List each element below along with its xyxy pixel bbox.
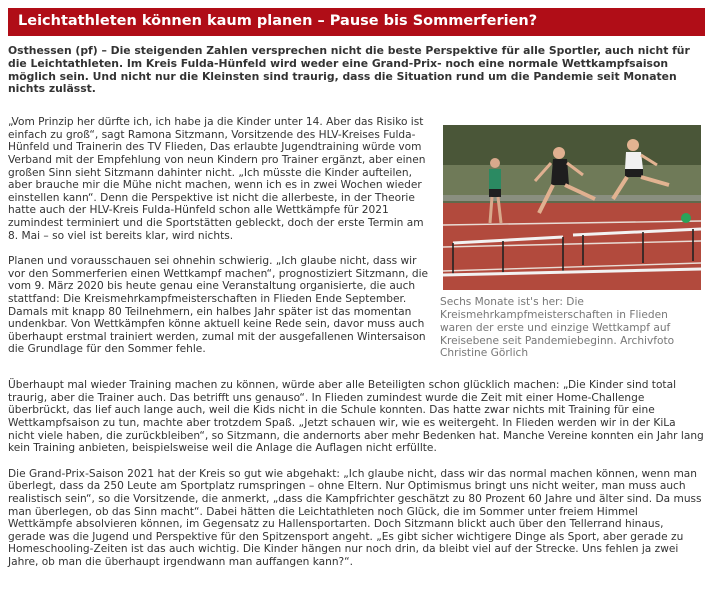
- photo-caption: Sechs Monate ist's her: Die Kreismehrkampfmeisterschaften in Flieden waren der erste und einzige Wettkampf auf Kreisebene seit Pandemiebeginn. Archivfoto Christine Görlich: [440, 296, 675, 360]
- article-lead: Osthessen (pf) – Die steigenden Zahlen versprechen nicht die beste Perspektive für alle Sportler, auch nicht für die Leichtathleten. Im Kreis Fulda-Hünfeld wird weder eine Grand-Prix- noch eine normale Wettkampfsaison möglich sein. Und nicht nur die Kleinsten sind traurig, dass die Situation rund um die Pandemie seit Monaten nichts zulässt.: [8, 44, 690, 96]
- article-paragraph: „Vom Prinzip her dürfte ich, ich habe ja die Kinder unter 14. Aber das Risiko ist einfach zu groß“, sagt Ramona Sitzmann, Vorsitzende des HLV-Kreises Fulda-Hünfeld und Trainerin des TV Flieden, Das erlaubte Jugendtraining würde vom Verband mit der Empfehlung von neun Kindern pro Trainer ergänzt, aber einen großen Sinn sieht Sitzmann dahinter nicht. „Ich müsste die Kinder aufteilen, aber brauche mir die Mühe nicht machen, wenn ich es in zwei Wochen wieder einstellen kann“. Denn die Perspektive ist nicht die allerbeste, in der Theorie hatte auch der HLV-Kreis Fulda-Hünfeld schon alle Wettkämpfe für 2021 zumindest terminiert und die Sportstätten gebleckt, doch der erste Termin am 8. Mai – so viel ist bereits klar, wird nichts.: [8, 116, 426, 242]
- article-headline: Leichtathleten können kaum planen – Pause bis Sommerferien?: [8, 8, 705, 36]
- article-paragraph: Überhaupt mal wieder Training machen zu können, würde aber alle Beteiligten schon glücklich machen: „Die Kinder sind total traurig, aber die Trainer auch. Das betrifft uns genauso“. In Flieden zumindest wurde die Zeit mit einer Home-Challenge überbrückt, das lief auch lange auch, weil die Kids nicht in die Schule konnten. Das hatte zwar nichts mit Training für eine Wettkampfsaison zu tun, machte aber trotzdem Spaß. „Jetzt schauen wir, wie es weitergeht. In Flieden werden wir in der KiLa nicht viele haben, die zurückbleiben“, so Sitzmann, die andernorts aber mehr Bedenken hat. Manche Vereine konnten ein Jahr lang kein Training anbieten, beispielsweise weil die Anlage die Auflagen nicht erfüllte.: [8, 379, 704, 455]
- hurdle-race-photo: [443, 125, 701, 290]
- article-paragraph: Planen und vorausschauen sei ohnehin schwierig. „Ich glaube nicht, dass wir vor den Sommerferien einen Wettkampf machen“, prognostiziert Sitzmann, die vom 9. März 2020 bis heute genau eine Veranstaltung organisierte, die auch stattfand: Die Kreismehrkampfmeisterschaften in Flieden Ende September. Damals mit knapp 80 Teilnehmern, ein halbes Jahr später ist das momentan undenkbar. Von Wettkämpfen könne aktuell keine Rede sein, davor muss auch überhaupt erstmal trainiert werden, zumal mit der ausgefallenen Wintersaison die Grundlage für den Sommer fehle.: [8, 255, 429, 356]
- article-paragraph: Die Grand-Prix-Saison 2021 hat der Kreis so gut wie abgehakt: „Ich glaube nicht, dass wir das normal machen können, wenn man überlegt, dass da 250 Leute am Sportplatz rumspringen – ohne Eltern. Nur Optimismus bringt uns nicht weiter, man muss auch realistisch sein“, so die Vorsitzende, die anmerkt, „dass die Kampfrichter geschätzt zu 80 Prozent 60 Jahre und älter sind. Da muss man überlegen, ob das Sinn macht“. Dabei hätten die Leichtathleten noch Glück, die im Sommer unter freiem Himmel Wettkämpfe absolvieren können, im Gegensatz zu Hallensportarten. Doch Sitzmann blickt auch über den Tellerrand hinaus, gerade was die Jugend und Perspektive für den Spitzensport angeht. „Es gibt sicher wichtigere Dinge als Sport, aber gerade zu Homeschooling-Zeiten ist das auch wichtig. Die Kinder hängen nur noch drin, da bleibt viel auf der Strecke. Uns fehlen ja zwei Jahre, ob man die überhaupt irgendwann man auffangen kann?“.: [8, 467, 702, 568]
- hurdle-race-image: [443, 125, 701, 290]
- article-figure: [440, 125, 706, 360]
- article-body-top: [8, 116, 706, 366]
